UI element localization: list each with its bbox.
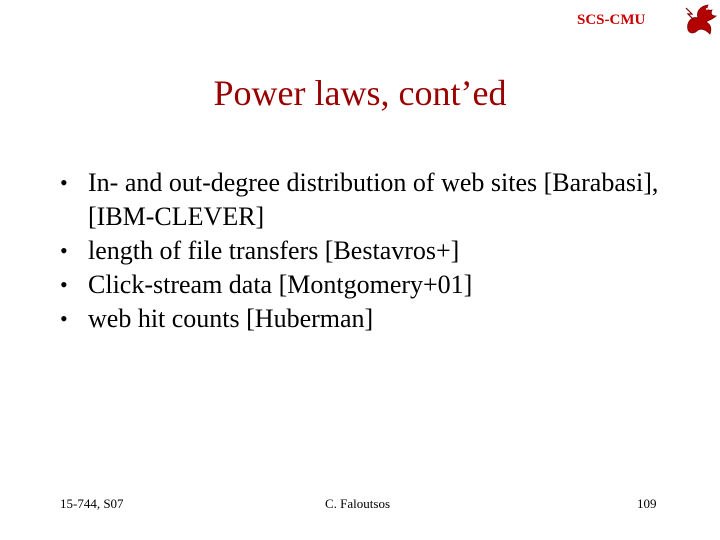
header-org-label: SCS-CMU (577, 12, 646, 28)
bullet-text: length of file transfers [Bestavros+] (88, 236, 460, 265)
bullet-dot-icon: • (60, 238, 68, 263)
list-item (60, 234, 700, 268)
list-item (60, 166, 700, 234)
bullet-dot-icon: • (60, 272, 68, 297)
bullet-dot-icon: • (60, 306, 68, 331)
griffin-logo-icon (682, 2, 718, 38)
bullet-text: In- and out-degree distribution of web sites [Barabasi], [IBM-CLEVER] (88, 168, 659, 231)
list-item (60, 302, 700, 336)
footer-page-number: 109 (637, 496, 657, 511)
footer-author: C. Faloutsos (325, 496, 391, 511)
slide-title: Power laws, cont’ed (213, 73, 507, 113)
bullet-text: Click-stream data [Montgomery+01] (88, 270, 473, 299)
bullet-dot-icon: • (60, 170, 68, 195)
list-item (60, 268, 700, 302)
bullet-list (60, 166, 700, 336)
bullet-text: web hit counts [Huberman] (88, 304, 374, 333)
footer-course: 15-744, S07 (60, 496, 124, 511)
